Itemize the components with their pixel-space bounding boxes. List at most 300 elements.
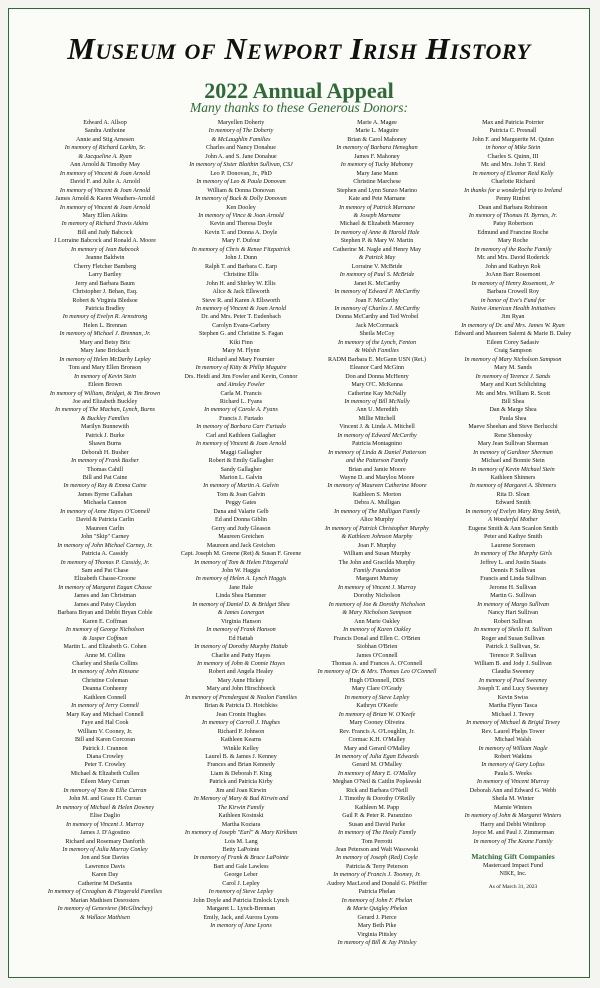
donor-name: Roger and Susan Sullivan (481, 635, 545, 642)
donor-name: Mary Clare O'Grady (351, 686, 403, 693)
donor-name: Bill and Pat Caine (82, 475, 128, 482)
dedication-line: & Kathleen Johnson Murphy (341, 534, 413, 541)
dedication-line: In memory of Genevieve (McGlinchey) (57, 906, 153, 913)
dedication-line: In memory of Maureen Catherine Moore (327, 483, 427, 490)
donor-name: Deborah Ann and Edward G. Webb (469, 787, 557, 794)
donor-name: Eugene Smith & Ann Scanlon Smith (468, 525, 558, 532)
donor-name: John and Kathryn Rok (485, 263, 541, 270)
donor-name: Kevin Swiss (497, 694, 529, 701)
dedication-line: In memory of Paul Sweeney (478, 677, 548, 684)
donor-name: Mary Jane Brickach (80, 348, 130, 355)
donor-name: Jane Hale (229, 584, 253, 591)
thanks-line: Many thanks to these Generous Donors: (189, 100, 409, 115)
donor-name: Mary Jane Mann (356, 170, 398, 177)
dedication-line: In memory of John Michael Carney, Jr. (57, 542, 153, 549)
dedication-line: and Ainsley Fowler (217, 382, 265, 389)
dedication-line: In Memory of Mary & Bud Kirwin and (193, 796, 289, 803)
donor-name: Patricia Montagnino (352, 441, 402, 448)
donor-name: James and Patsy Claydon (73, 601, 137, 608)
donor-name: Rick and Barbara O'Neill (346, 787, 408, 794)
dedication-line: In memory of Vincent J. Murray (65, 821, 145, 828)
donor-name: Richard and Mary Fournier (207, 356, 275, 363)
dedication-line: In memory of Kevin Stein (74, 373, 136, 380)
dedication-line: In memory of Dr. and Mrs. James W. Ryan (461, 322, 565, 329)
donor-name: Robert Sullivan (493, 618, 533, 625)
dedication-line: In memory of Margaret A. Shinners (469, 483, 557, 490)
donor-name: Brian and Jamie Moore (348, 466, 406, 473)
donor-name: Mary and Kurt Schlichting (480, 382, 546, 389)
dedication-line: In memory of Evelyn Mary Ring Smith, (465, 508, 561, 515)
dedication-line: In memory of George Nicholson (65, 627, 145, 634)
donor-name: Edward Smith (495, 500, 531, 507)
donor-name: Betty LaPointe (222, 846, 260, 853)
donor-name: James Byrne Callahan (77, 491, 133, 498)
donor-name: Rev. Francis A. O'Loughlin, Jr. (339, 728, 415, 735)
matching-company: Mastercard Impact Fund (483, 862, 543, 869)
donor-name: Barbara Crowell Roy (486, 289, 540, 296)
dedication-line: In memory of Chris & Renee Fitzpatrick (191, 246, 291, 253)
dedication-line: In memory of Kevin Michael Stein (471, 466, 555, 473)
donor-name: Vincent J. & Linda A. Mitchell (339, 424, 415, 431)
donor-name: Martin L. and Elizabeth G. Cohen (63, 644, 147, 651)
donor-name: Helen L. Brennan (83, 322, 127, 329)
dedication-line: In memory of Vincent & Joan Arnold (59, 187, 151, 194)
donor-name: Eleanor Card McGinn (349, 365, 405, 372)
donor-name: Debra A. Mulligan (354, 500, 400, 507)
donor-name: Deborah H. Busher (81, 449, 129, 456)
dedication-line: In memory of Michael & Brigid Tewey (466, 720, 560, 727)
donor-name: Virginia Pittsley (357, 931, 397, 938)
donor-name: Patrick J. Burke (85, 432, 125, 439)
donor-name: James Arnold & Karen Weathers-Arnold (55, 196, 155, 203)
donor-name: Charles and Nancy Donahue (206, 145, 276, 152)
donor-name: Michael and Bonnie Stein (481, 458, 545, 465)
dedication-line: In memory of Prendergast & Nealon Families (185, 694, 297, 701)
donor-name: Dennis P. Sullivan (490, 568, 536, 575)
donor-name: David & Patricia Carlin (75, 517, 135, 524)
donor-name: Martha Flynn Tasca (488, 703, 538, 710)
dedication-line: In memory of John Kinsane (71, 669, 139, 676)
donor-name: Marian Mathisen Desrosiers (70, 897, 140, 904)
donor-name: Hugh O'Donnell, DDS (349, 677, 405, 684)
donor-name: Marie L. Maguire (355, 128, 399, 135)
donor-name: Sandy Gallagher (220, 466, 262, 473)
donor-name: Siobhan O'Brien (356, 644, 398, 651)
donor-name: Mary Roche (497, 238, 529, 245)
donor-name: Edward A. Allsop (83, 120, 127, 126)
donor-name: Craig Sampson (494, 348, 532, 355)
donor-name: Emily, Jack, and Aurora Lyons (203, 914, 279, 921)
donor-name: Kathleen Connell (83, 694, 127, 701)
donor-name: David F. and Julie A. Arnold (70, 179, 140, 186)
donor-name: Maureen Greichen (218, 534, 264, 541)
donor-name: Susan and David Parke (348, 821, 406, 828)
dedication-line: & Jacqueline A. Ryan (78, 153, 132, 160)
donor-name: Harry and Debbi Winthrop (480, 821, 546, 828)
donor-name: William and Susan Murphy (343, 551, 411, 558)
dedication-line: In memory of Buck & Dolly Donovan (195, 196, 287, 203)
donor-name: Gail P. & Peter R. Paranzino (342, 813, 412, 820)
donor-name: Donna McCarthy and Ted Wrobel (335, 314, 419, 321)
donor-name: William B. and Jody J. Sullivan (474, 661, 552, 667)
donor-name: Kathleen M. Papp (354, 804, 400, 811)
donor-name: John F. and Marguerite M. Quinn (472, 136, 554, 143)
donor-name: Brian & Carol Mahoney (347, 136, 407, 143)
dedication-line: & Marie Quigley Phelan (346, 906, 408, 913)
donor-name: Maryellen Doherty (217, 120, 265, 126)
donor-name: Charlie and Patty Hayes (211, 652, 271, 659)
donor-name: Deanna Conheeny (82, 686, 128, 693)
dedication-line: In memory of William Nagle (478, 745, 548, 752)
donor-name: Patricia Phelan (358, 889, 396, 896)
dedication-line: In memory of Mary E. O'Malley (337, 770, 417, 777)
dedication-line: & Joseph Marnane (353, 212, 401, 219)
dedication-line: & McLaughlin Families (211, 136, 271, 143)
donor-name: Jeanne Baldwin (85, 255, 125, 262)
donor-name: Ed Hattab (228, 635, 254, 642)
donor-name: Dorothy Nicholson (353, 593, 401, 600)
donor-name: Robert & Virginia Bledsoe (72, 297, 138, 304)
donor-name: Claudia Sweeney (491, 669, 535, 676)
donor-name: Liam & Deborah F. King (210, 770, 272, 777)
donor-name: Dr. and Mrs. Peter T. Eudenbach (201, 314, 281, 321)
donor-name: Joe and Elizabeth Buckley (72, 398, 138, 405)
page-frame (8, 8, 590, 978)
dedication-line: In memory of Margaret Eagan Chasse (58, 584, 152, 591)
donor-name: Alice Murphy (359, 517, 395, 524)
dedication-line: In memory of Carroll J. Hughes (202, 720, 280, 727)
donor-name: Kevin T. and Donna A. Doyle (204, 229, 278, 236)
dedication-line: & Mary Nicholson Sampson (342, 610, 412, 617)
dedication-line: In memory of Jerry Connell (71, 703, 139, 710)
donor-name: Edmund and Francine Roche (477, 229, 549, 236)
donor-name: Elizabeth Chasse-Croone (74, 576, 136, 583)
dedication-line: In memory of Eleanor Reid Kelly (472, 170, 554, 177)
donor-name: Faye and Hal Cook (81, 720, 129, 727)
donor-name: Carl and Kathleen Gallagher (206, 432, 276, 439)
donor-name: John Doyle and Patricia Emlock Lynch (193, 897, 289, 904)
donor-name: Joseph T. and Lucy Sweeney (477, 686, 549, 693)
dedication-line: In memory of Joe & Dorothy Nicholson (328, 601, 426, 608)
donor-name: Christine Coleman (82, 677, 128, 684)
dedication-line: In memory of Ray & Emma Caine (63, 483, 147, 490)
dedication-line: In memory of Edward P. McCarthy (334, 289, 420, 296)
donor-name: Francis and Linda Sullivan (480, 576, 546, 583)
dedication-line: In memory of Vince & Joan Arnold (198, 212, 284, 219)
donor-name: Stephen G. and Christine S. Fagan (198, 331, 284, 338)
donor-name: Shawn Burns (88, 441, 122, 448)
donor-name: Mary Kay and Michael Connell (66, 711, 144, 718)
donor-name: Mary M. Sands (494, 365, 532, 372)
dedication-line: In memory of Leo & Paula Donovan (196, 179, 286, 186)
donor-name: Mary Beth Pike (357, 923, 397, 930)
donor-name: Winkle Kelley (223, 745, 259, 752)
donor-name: Laurel B. & James J. Kenney (205, 753, 277, 760)
dedication-line: In memory of Vincent Murray (476, 779, 550, 786)
dedication-line: In memory of Anne & Harold Hale (334, 229, 420, 236)
donor-name: Marilyn Bunnewith (81, 424, 129, 431)
dedication-line: in honor of Eve's Fund for (480, 297, 546, 304)
dedication-line: In memory of the Roche Family (474, 246, 552, 253)
donor-name: Barbara Bryan and Debbi Bryan Coble (57, 610, 153, 617)
dedication-line: In memory of The Keane Family (473, 838, 553, 845)
donor-name: Charles S. Quinn, III (487, 153, 539, 160)
donor-name: Anne M. Collins (84, 652, 126, 659)
donor-name: Michael & Elizabeth Cullen (70, 770, 140, 777)
dedication-line: In memory of Vincent J. Murray (337, 584, 417, 591)
donor-name: Michael & Elizabeth Maroney (339, 221, 415, 228)
dedication-line: In memory of Helen McDarby Lepley (59, 356, 151, 363)
donor-name: Margaret Murray (355, 576, 399, 583)
dedication-line: In memory of Bill McNally (344, 398, 410, 405)
donor-name: Mary Jean Sullivan Sherman (477, 441, 549, 448)
donor-name: Marie A. Magee (357, 120, 397, 126)
donor-name: Bart and Gale Lawless (213, 863, 269, 870)
donor-name: Rene Shenosky (494, 432, 532, 439)
donor-name: Kevin and Theresa Doyle (209, 221, 273, 228)
dedication-line: In memory of The Mulligan Family (334, 508, 420, 515)
donor-name: Mary Ellen Atkins (82, 212, 128, 219)
donor-name: Catherine M DeSantis (77, 880, 133, 887)
donor-name: Sandra Anthoine (84, 128, 126, 135)
donor-name: Margaret L. Lynch-Brennan (206, 906, 276, 913)
donor-name: Michaela Cannon (83, 500, 127, 507)
dedication-line: In memory of Edward McCarthy (337, 432, 417, 439)
dedication-line: In memory of Mary Nicholson Sampson (464, 356, 562, 363)
donor-name: Jerome H. Sullivan (489, 584, 537, 591)
dedication-line: In memory of Jean Babcock (70, 246, 140, 253)
dedication-line: In memory of Dr. & Mrs. Thomas Leo O'Connell (317, 669, 437, 676)
dedication-line: In memory of Carole A. Fyans (204, 407, 278, 414)
donor-name: Mr. and Mrs. David Roderick (476, 255, 550, 262)
donor-name: Eileen Brown (88, 382, 122, 389)
dedication-line: In memory of Henry Rosemont, Jr (471, 280, 555, 287)
dedication-line: In memory of Dorothy Murphy Hattab (194, 644, 288, 651)
donor-name: Stephen P. & Mary W. Martin (340, 238, 414, 245)
donor-name: Mary and Gerard O'Malley (343, 745, 411, 752)
donor-name: Jim and Joan Kirwin (215, 787, 267, 794)
dedication-line: & Wallace Mathisen (80, 914, 130, 921)
donor-name: Michael Walsh (494, 737, 532, 744)
donor-name: Mary Cooney Oliveira (349, 720, 405, 727)
museum-title: Museum of Newport Irish History (67, 31, 531, 66)
dedication-line: Family Foundation (353, 568, 401, 575)
donor-name: Mary M. Flynn (222, 348, 260, 355)
dedication-line: In memory of Martin A. Galvin (203, 483, 279, 490)
donor-name: The John and Gracilda Murphy (338, 559, 416, 566)
donor-name: Audrey MacLeod and Donald G. Pfeiffer (326, 880, 428, 887)
as-of-date: As of March 31, 2023 (488, 883, 538, 890)
dedication-line: In memory of Helen A. Lynch Haggis (195, 576, 287, 583)
donor-name: Mary Anne Hickey (217, 677, 265, 684)
donor-name: Patsy Robertson (493, 221, 533, 228)
dedication-line: In memory of Gardiner Sherman (473, 449, 553, 456)
dedication-line: In memory of Tucky Mahoney (340, 162, 414, 169)
dedication-line: In memory of Thomas H. Byrnes, Jr. (468, 212, 558, 219)
dedication-line: In memory of Vincent & Joan Arnold (195, 305, 287, 312)
donor-name: Patrick J. Crannon (82, 745, 128, 752)
dedication-line: In memory of The Healy Family (337, 830, 416, 837)
donor-name: Brian & Patricia D. Hotchkiss (204, 703, 278, 710)
donor-name: Charley and Sheila Collins (72, 661, 138, 667)
donor-name: Patricia & Terry Peterson (346, 863, 408, 870)
donor-name: Mary and Betsy Bric (79, 339, 131, 346)
donor-name: Larry Bartley (88, 272, 122, 279)
donor-name: Sheila M. Winter (492, 796, 534, 803)
dedication-line: In memory of Daniel D. & Bridget Shea (192, 601, 290, 608)
donor-name: John W. Haggis (221, 568, 261, 575)
donor-name: Richard and Rosemary Danforth (65, 838, 145, 845)
donor-name: Max and Patricia Poirrier (482, 120, 544, 126)
donor-name: Ann Marie Oakley (354, 618, 400, 625)
donor-name: Dan & Marge Shea (489, 407, 537, 414)
donor-name: Ralph T. and Barbara C. Earp (204, 263, 278, 270)
donor-name: Kathleen Kosinski (218, 813, 264, 820)
donor-name: Millie Mitchell (358, 415, 396, 422)
donor-name: Patricia C. Presnall (489, 128, 537, 135)
dedication-line: In memory of Barbara Carr Furtado (196, 424, 286, 431)
donor-name: Jon and Sue Davies (81, 855, 129, 862)
donor-name: Kathryn O'Keefe (356, 703, 398, 710)
donor-name: Elise Daglio (89, 813, 121, 820)
donor-name: Maureen Carlin (85, 525, 125, 532)
donor-name: Thomas A. and Frances A. O'Connell (331, 661, 423, 667)
donor-name: Jack McCormack (355, 322, 399, 329)
donor-name: Lois M. Lang (224, 838, 258, 845)
donor-name: Penny Rinfret (495, 196, 531, 203)
dedication-line: In memory of Steve Lepley (344, 694, 410, 701)
donor-name: Marnie Winters (493, 804, 533, 811)
dedication-line: In memory of Joseph (Red) Coyle (336, 855, 418, 862)
dedication-line: In memory of Tom & Helen Fitzgerald (194, 559, 288, 566)
dedication-line: In memory of John & Connie Hayes (196, 661, 285, 667)
donor-name: Karen E. Coffman (82, 618, 128, 625)
donor-column-4 (445, 119, 581, 979)
donor-name: Richard P. Johnson (217, 728, 265, 735)
donor-name: John "Skip" Carney (80, 534, 130, 541)
donor-columns (37, 119, 581, 979)
donor-name: Don and Donna McHenry (345, 373, 409, 380)
donor-name: James F. Mahoney (354, 153, 400, 160)
donor-name: Charlotte Richard (491, 179, 535, 186)
donor-name: James O'Connell (356, 652, 398, 659)
donor-name: Terence P. Sullivan (489, 652, 537, 659)
donor-name: Ann Arnold & Timothy May (69, 162, 141, 169)
donor-name: Robert & Emily Gallagher (208, 458, 274, 465)
donor-name: Rita D. Sloan (496, 491, 530, 498)
dedication-line: In memory of Patrick Christopher Murphy (325, 525, 429, 532)
donor-name: Eileen Corey Sadasiv (486, 339, 540, 346)
donor-name: Christopher J. Behan, Esq. (72, 289, 138, 296)
donor-name: John H. and Shirley W. Ellis (206, 280, 276, 287)
donor-name: Eileen Mary Curran (80, 779, 130, 786)
donor-name: Francis J. Furtado (219, 415, 263, 422)
dedication-line: & Buckley Families (80, 415, 130, 422)
dedication-line: In memory of John & Margaret Winters (464, 813, 562, 820)
dedication-line: In memory of The Machan, Lynch, Burns (54, 407, 155, 414)
donor-name: William & Donna Donovan (207, 187, 275, 194)
donor-name: Jim Ryan (501, 314, 525, 321)
dedication-line: In memory of John F. Phelan (341, 897, 413, 904)
dedication-line: In memory of Bill & Jay Pittsley (337, 939, 417, 946)
donor-name: John M. and Grace H. Curran (68, 796, 142, 803)
dedication-line: In memory of Vincent & Joan Arnold (59, 204, 151, 211)
dedication-line: In memory of Sister Blaithin Sullivan, CSJ (189, 162, 293, 169)
donor-name: Cherry Fletcher Bamberg (73, 263, 137, 270)
dedication-line: & James Lonergan (217, 610, 265, 617)
donor-name: Peggy Gates (225, 500, 257, 507)
donor-name: Jean Peterson and Walt Wasowski (335, 846, 419, 853)
dedication-line: In memory of Steve Lepley (208, 889, 274, 896)
donor-name: Sheila McCoy (359, 331, 395, 338)
donor-name: Lawrence Davis (85, 863, 125, 870)
donor-name: Paula Shea (499, 415, 527, 422)
donor-name: Ed and Donna Giblin (215, 517, 267, 524)
donor-name: Virginia Hanson (221, 618, 261, 625)
donor-name: Dana and Valarie Gelb (213, 508, 269, 515)
dedication-line: In memory of The Murphy Girls (473, 551, 553, 558)
donor-name: Tom and Mary Ellen Bronson (68, 365, 142, 372)
dedication-line: In memory of Michael J. Brennan, Jr. (59, 331, 151, 338)
donor-name: John J. Dunn (225, 255, 257, 262)
donor-name: Francis Donal and Ellen C. O'Brien (333, 635, 421, 642)
donor-name: Christine Ellis (223, 272, 259, 279)
donor-name: Sam and Pat Chase (81, 568, 129, 575)
donor-name: Tom Perrotti (361, 838, 393, 845)
appeal-title: 2022 Annual Appeal (204, 78, 394, 103)
dedication-line: In memory of Margo Sullivan (477, 601, 549, 608)
dedication-line: In memory of Linda & Daniel Patterson (328, 449, 426, 456)
dedication-line: In memory of Tom & Ellie Curran (63, 787, 147, 794)
dedication-line: In memory of Julia Egan Edwards (335, 753, 419, 760)
donor-name: Jerry and Barbara Baum (75, 280, 135, 287)
donor-name: Mr. and Mrs. John T. Reid (480, 162, 546, 169)
donor-name: Gerard M. O'Malley (352, 762, 402, 769)
dedication-line: In memory of Sheila H. Sullivan (473, 627, 553, 634)
dedication-line: In memory of Karen Oakley (343, 627, 411, 634)
donor-name: Dean and Barbara Robinson (478, 204, 548, 211)
donor-name: Leo P. Donovan, Jr., PhD (210, 170, 272, 177)
donor-name: Wayne D. and Marylou Moore (339, 475, 415, 482)
dedication-line: In memory of Barbara Heneghan (336, 145, 418, 152)
donor-name: Frances and Brian Kennedy (207, 762, 275, 769)
donor-name: William V. Cooney, Jr. (77, 728, 133, 735)
donor-name: Peter and Kathye Smith (483, 534, 543, 541)
dedication-line: In memory of Gary Loftus (481, 762, 545, 769)
dedication-line: in honor of Mike Stein (485, 145, 541, 152)
dedication-line: In memory of The Doherty (208, 128, 274, 135)
dedication-line: In memory of Joseph "Earl" & Mary Kirkham (184, 830, 298, 837)
donor-name: Kate and Pete Marnane (348, 196, 406, 203)
donor-name: Kathleen Kearns (220, 737, 262, 744)
donor-name: Catherine M. Nagle and Henry May (333, 246, 421, 253)
donor-name: James and Jan Christman (74, 593, 136, 600)
donor-name: Kiki Finn (229, 339, 253, 346)
donor-name: Janet K. McCarthy (353, 280, 401, 287)
dedication-line: In memory of Thomas P. Cassidy, Jr. (60, 559, 150, 566)
donor-name: Rev. Laurel Phelps Tower (481, 728, 545, 735)
donor-name: Martha Koziara (221, 821, 261, 828)
donor-name: Peter T. Crowley (84, 762, 126, 769)
donor-name: Maureen and Jack Greichen (206, 542, 276, 549)
dedication-line: In memory of Brian W. O'Keefe (338, 711, 416, 718)
donor-name: Robert and Angela Healey (208, 669, 274, 676)
donor-name: Lorraine V. McBride (351, 263, 403, 270)
dedication-line: In memory of Julia Murray Conley (62, 846, 148, 853)
dedication-line: In memory of Vincent & Joan Arnold (59, 170, 151, 177)
dedication-line: & Walsh Families (355, 348, 399, 355)
donor-name: Patrick and Patricia Kirby (209, 779, 273, 786)
